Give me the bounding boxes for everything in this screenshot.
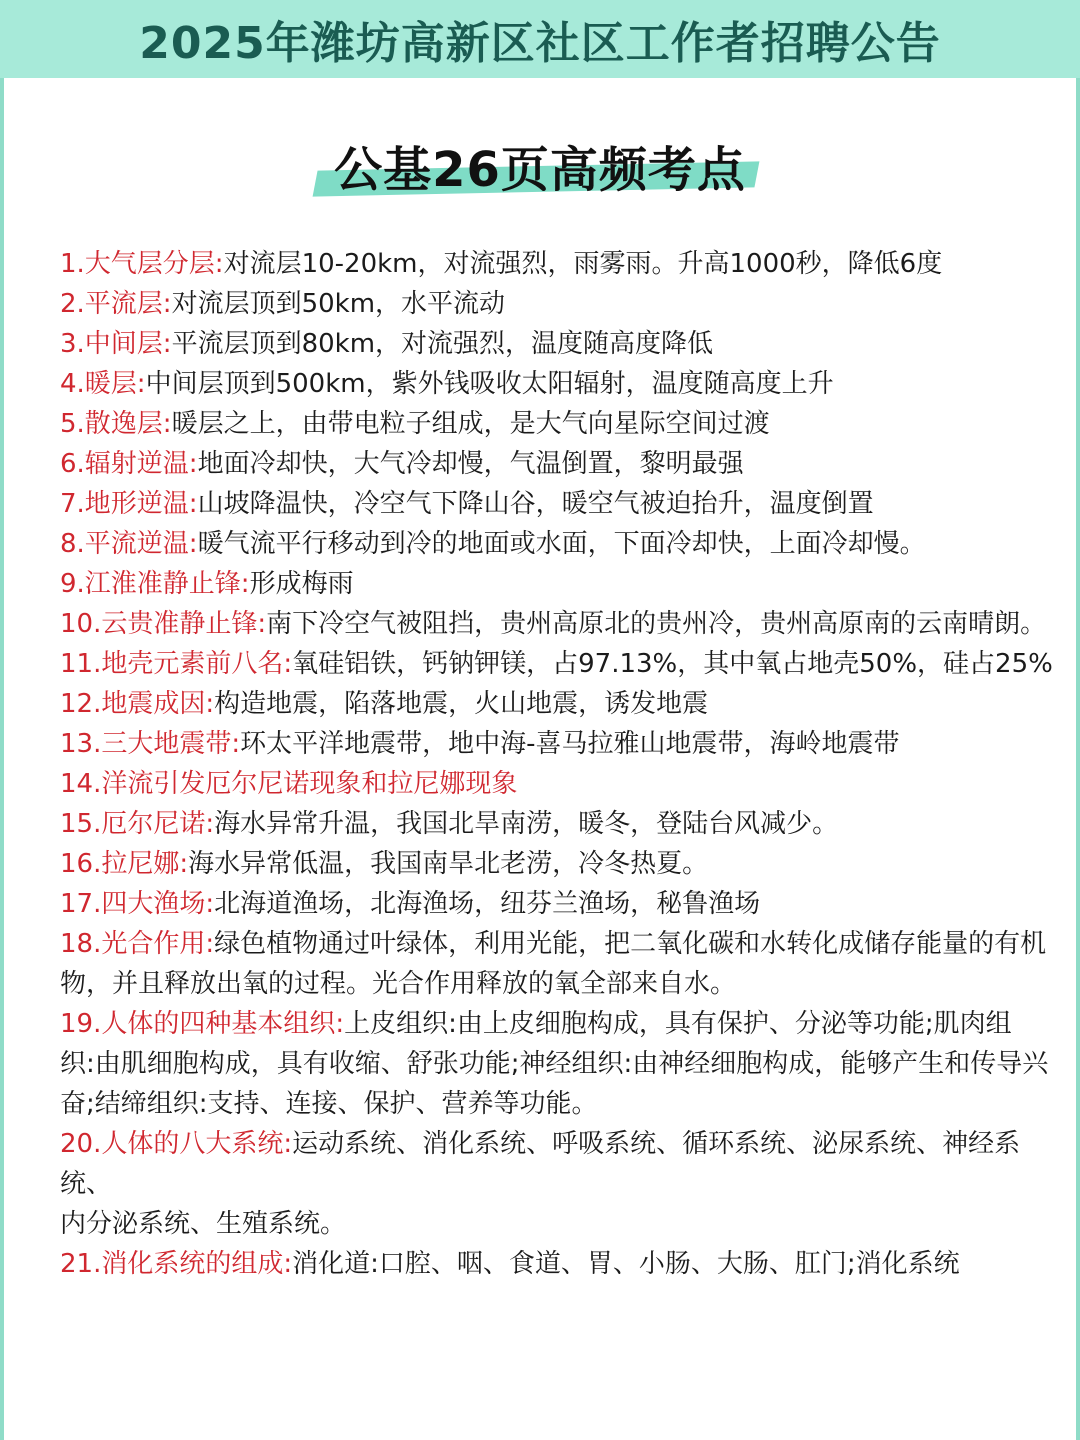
item-keyword: 2.平流层: bbox=[60, 289, 172, 319]
item-description: 南下冷空气被阻挡，贵州高原北的贵州冷，贵州高原南的云南晴朗。 bbox=[266, 609, 1047, 639]
item-text bbox=[60, 244, 1060, 284]
item-text bbox=[60, 764, 1060, 804]
list-item bbox=[60, 284, 1060, 324]
item-description: 形成梅雨 bbox=[249, 569, 354, 599]
item-keyword: 1.大气层分层: bbox=[60, 249, 224, 279]
list-item bbox=[60, 684, 1060, 724]
item-text bbox=[60, 524, 1060, 564]
item-description: 上皮组织:由上皮细胞构成，具有保护、分泌等功能;肌肉组 bbox=[344, 1009, 1012, 1039]
list-item bbox=[60, 364, 1060, 404]
list-item bbox=[60, 1004, 1060, 1124]
item-keyword: 6.辐射逆温: bbox=[60, 449, 198, 479]
list-item bbox=[60, 484, 1060, 524]
item-description: 地面冷却快，大气冷却慢，气温倒置，黎明最强 bbox=[197, 449, 744, 479]
item-description: 绿色植物通过叶绿体，利用光能，把二氧化碳和水转化成储存能量的有机 bbox=[214, 929, 1047, 959]
item-description: 暖层之上，由带电粒子组成，是大气向星际空间过渡 bbox=[171, 409, 770, 439]
header-banner bbox=[0, 0, 1080, 78]
item-description: 平流层顶到80km，对流强烈，温度随高度降低 bbox=[171, 329, 714, 359]
list-item bbox=[60, 1244, 1060, 1284]
item-description: 运动系统、消化系统、呼吸系统、循环系统、泌尿系统、神经系统、 bbox=[60, 1129, 1021, 1199]
item-keyword: 16.拉尼娜: bbox=[60, 849, 189, 879]
item-text bbox=[60, 1204, 1060, 1244]
subtitle-section bbox=[0, 120, 1080, 210]
item-description: 氧硅铝铁，钙钠钾镁，占97.13%，其中氧占地壳50%，硅占25% bbox=[292, 649, 1053, 679]
item-text bbox=[60, 1044, 1060, 1124]
item-description: 海水异常升温，我国北旱南涝，暖冬，登陆台风减少。 bbox=[214, 809, 839, 839]
item-text bbox=[60, 1124, 1060, 1204]
list-item bbox=[60, 244, 1060, 284]
item-text bbox=[60, 1244, 1060, 1284]
item-text bbox=[60, 404, 1060, 444]
item-description: 构造地震，陷落地震，火山地震，诱发地震 bbox=[214, 689, 709, 719]
list-item bbox=[60, 1124, 1060, 1244]
item-description: 内分泌系统、生殖系统。 bbox=[60, 1209, 347, 1239]
item-text bbox=[60, 444, 1060, 484]
list-item bbox=[60, 884, 1060, 924]
item-text bbox=[60, 804, 1060, 844]
item-text bbox=[60, 364, 1060, 404]
item-text bbox=[60, 604, 1060, 644]
item-keyword: 21.消化系统的组成: bbox=[60, 1249, 293, 1279]
item-description: 暖气流平行移动到冷的地面或水面，下面冷却快，上面冷却慢。 bbox=[197, 529, 926, 559]
list-item bbox=[60, 404, 1060, 444]
item-text bbox=[60, 484, 1060, 524]
item-text bbox=[60, 1004, 1060, 1044]
item-text bbox=[60, 284, 1060, 324]
item-description: 对流层10-20km，对流强烈，雨雾雨。升高1000秒，降低6度 bbox=[223, 249, 943, 279]
item-description: 织:由肌细胞构成，具有收缩、舒张功能;神经组织:由神经细胞构成，能够产生和传导兴奋;结缔组织:支持、连接、保护、营养等功能。 bbox=[60, 1049, 1049, 1119]
item-text bbox=[60, 724, 1060, 764]
item-description: 海水异常低温，我国南旱北老涝，冷冬热夏。 bbox=[188, 849, 709, 879]
list-item bbox=[60, 604, 1060, 644]
item-keyword: 8.平流逆温: bbox=[60, 529, 198, 559]
item-description: 山坡降温快，冷空气下降山谷，暖空气被迫抬升，温度倒置 bbox=[197, 489, 874, 519]
knowledge-list bbox=[60, 244, 1060, 1284]
list-item bbox=[60, 444, 1060, 484]
right-border bbox=[1076, 78, 1080, 1440]
page-subtitle: 公基26页高频考点 bbox=[334, 141, 746, 198]
list-item bbox=[60, 764, 1060, 804]
item-text bbox=[60, 564, 1060, 604]
item-keyword: 5.散逸层: bbox=[60, 409, 172, 439]
list-item bbox=[60, 724, 1060, 764]
banner-title: 2025年潍坊高新区社区工作者招聘公告 bbox=[139, 18, 941, 69]
list-item bbox=[60, 644, 1060, 684]
item-text bbox=[60, 884, 1060, 924]
item-keyword: 7.地形逆温: bbox=[60, 489, 198, 519]
list-item bbox=[60, 564, 1060, 604]
left-border bbox=[0, 78, 4, 1440]
list-item bbox=[60, 924, 1060, 1004]
item-text bbox=[60, 684, 1060, 724]
item-keyword: 17.四大渔场: bbox=[60, 889, 215, 919]
item-keyword: 20.人体的八大系统: bbox=[60, 1129, 293, 1159]
item-text bbox=[60, 844, 1060, 884]
item-description: 物，并且释放出氧的过程。光合作用释放的氧全部来自水。 bbox=[60, 969, 737, 999]
item-text bbox=[60, 924, 1060, 964]
list-item bbox=[60, 524, 1060, 564]
item-text bbox=[60, 644, 1060, 684]
item-keyword: 18.光合作用: bbox=[60, 929, 215, 959]
item-text bbox=[60, 964, 1060, 1004]
item-keyword: 19.人体的四种基本组织: bbox=[60, 1009, 345, 1039]
item-description: 环太平洋地震带，地中海-喜马拉雅山地震带，海岭地震带 bbox=[240, 729, 900, 759]
item-keyword: 15.厄尔尼诺: bbox=[60, 809, 215, 839]
item-text bbox=[60, 324, 1060, 364]
item-description: 北海道渔场，北海渔场，纽芬兰渔场，秘鲁渔场 bbox=[214, 889, 761, 919]
item-keyword: 14.洋流引发厄尔尼诺现象和拉尼娜现象 bbox=[60, 769, 518, 799]
item-description: 消化道:口腔、咽、食道、胃、小肠、大肠、肛门;消化系统 bbox=[292, 1249, 960, 1279]
item-description: 中间层顶到500km，紫外钱吸收太阳辐射，温度随高度上升 bbox=[145, 369, 834, 399]
list-item bbox=[60, 844, 1060, 884]
item-keyword: 13.三大地震带: bbox=[60, 729, 241, 759]
item-keyword: 9.江淮准静止锋: bbox=[60, 569, 250, 599]
item-keyword: 10.云贵准静止锋: bbox=[60, 609, 267, 639]
list-item bbox=[60, 804, 1060, 844]
item-description: 对流层顶到50km，水平流动 bbox=[171, 289, 506, 319]
item-keyword: 4.暖层: bbox=[60, 369, 146, 399]
list-item bbox=[60, 324, 1060, 364]
item-keyword: 3.中间层: bbox=[60, 329, 172, 359]
item-keyword: 11.地壳元素前八名: bbox=[60, 649, 293, 679]
item-keyword: 12.地震成因: bbox=[60, 689, 215, 719]
